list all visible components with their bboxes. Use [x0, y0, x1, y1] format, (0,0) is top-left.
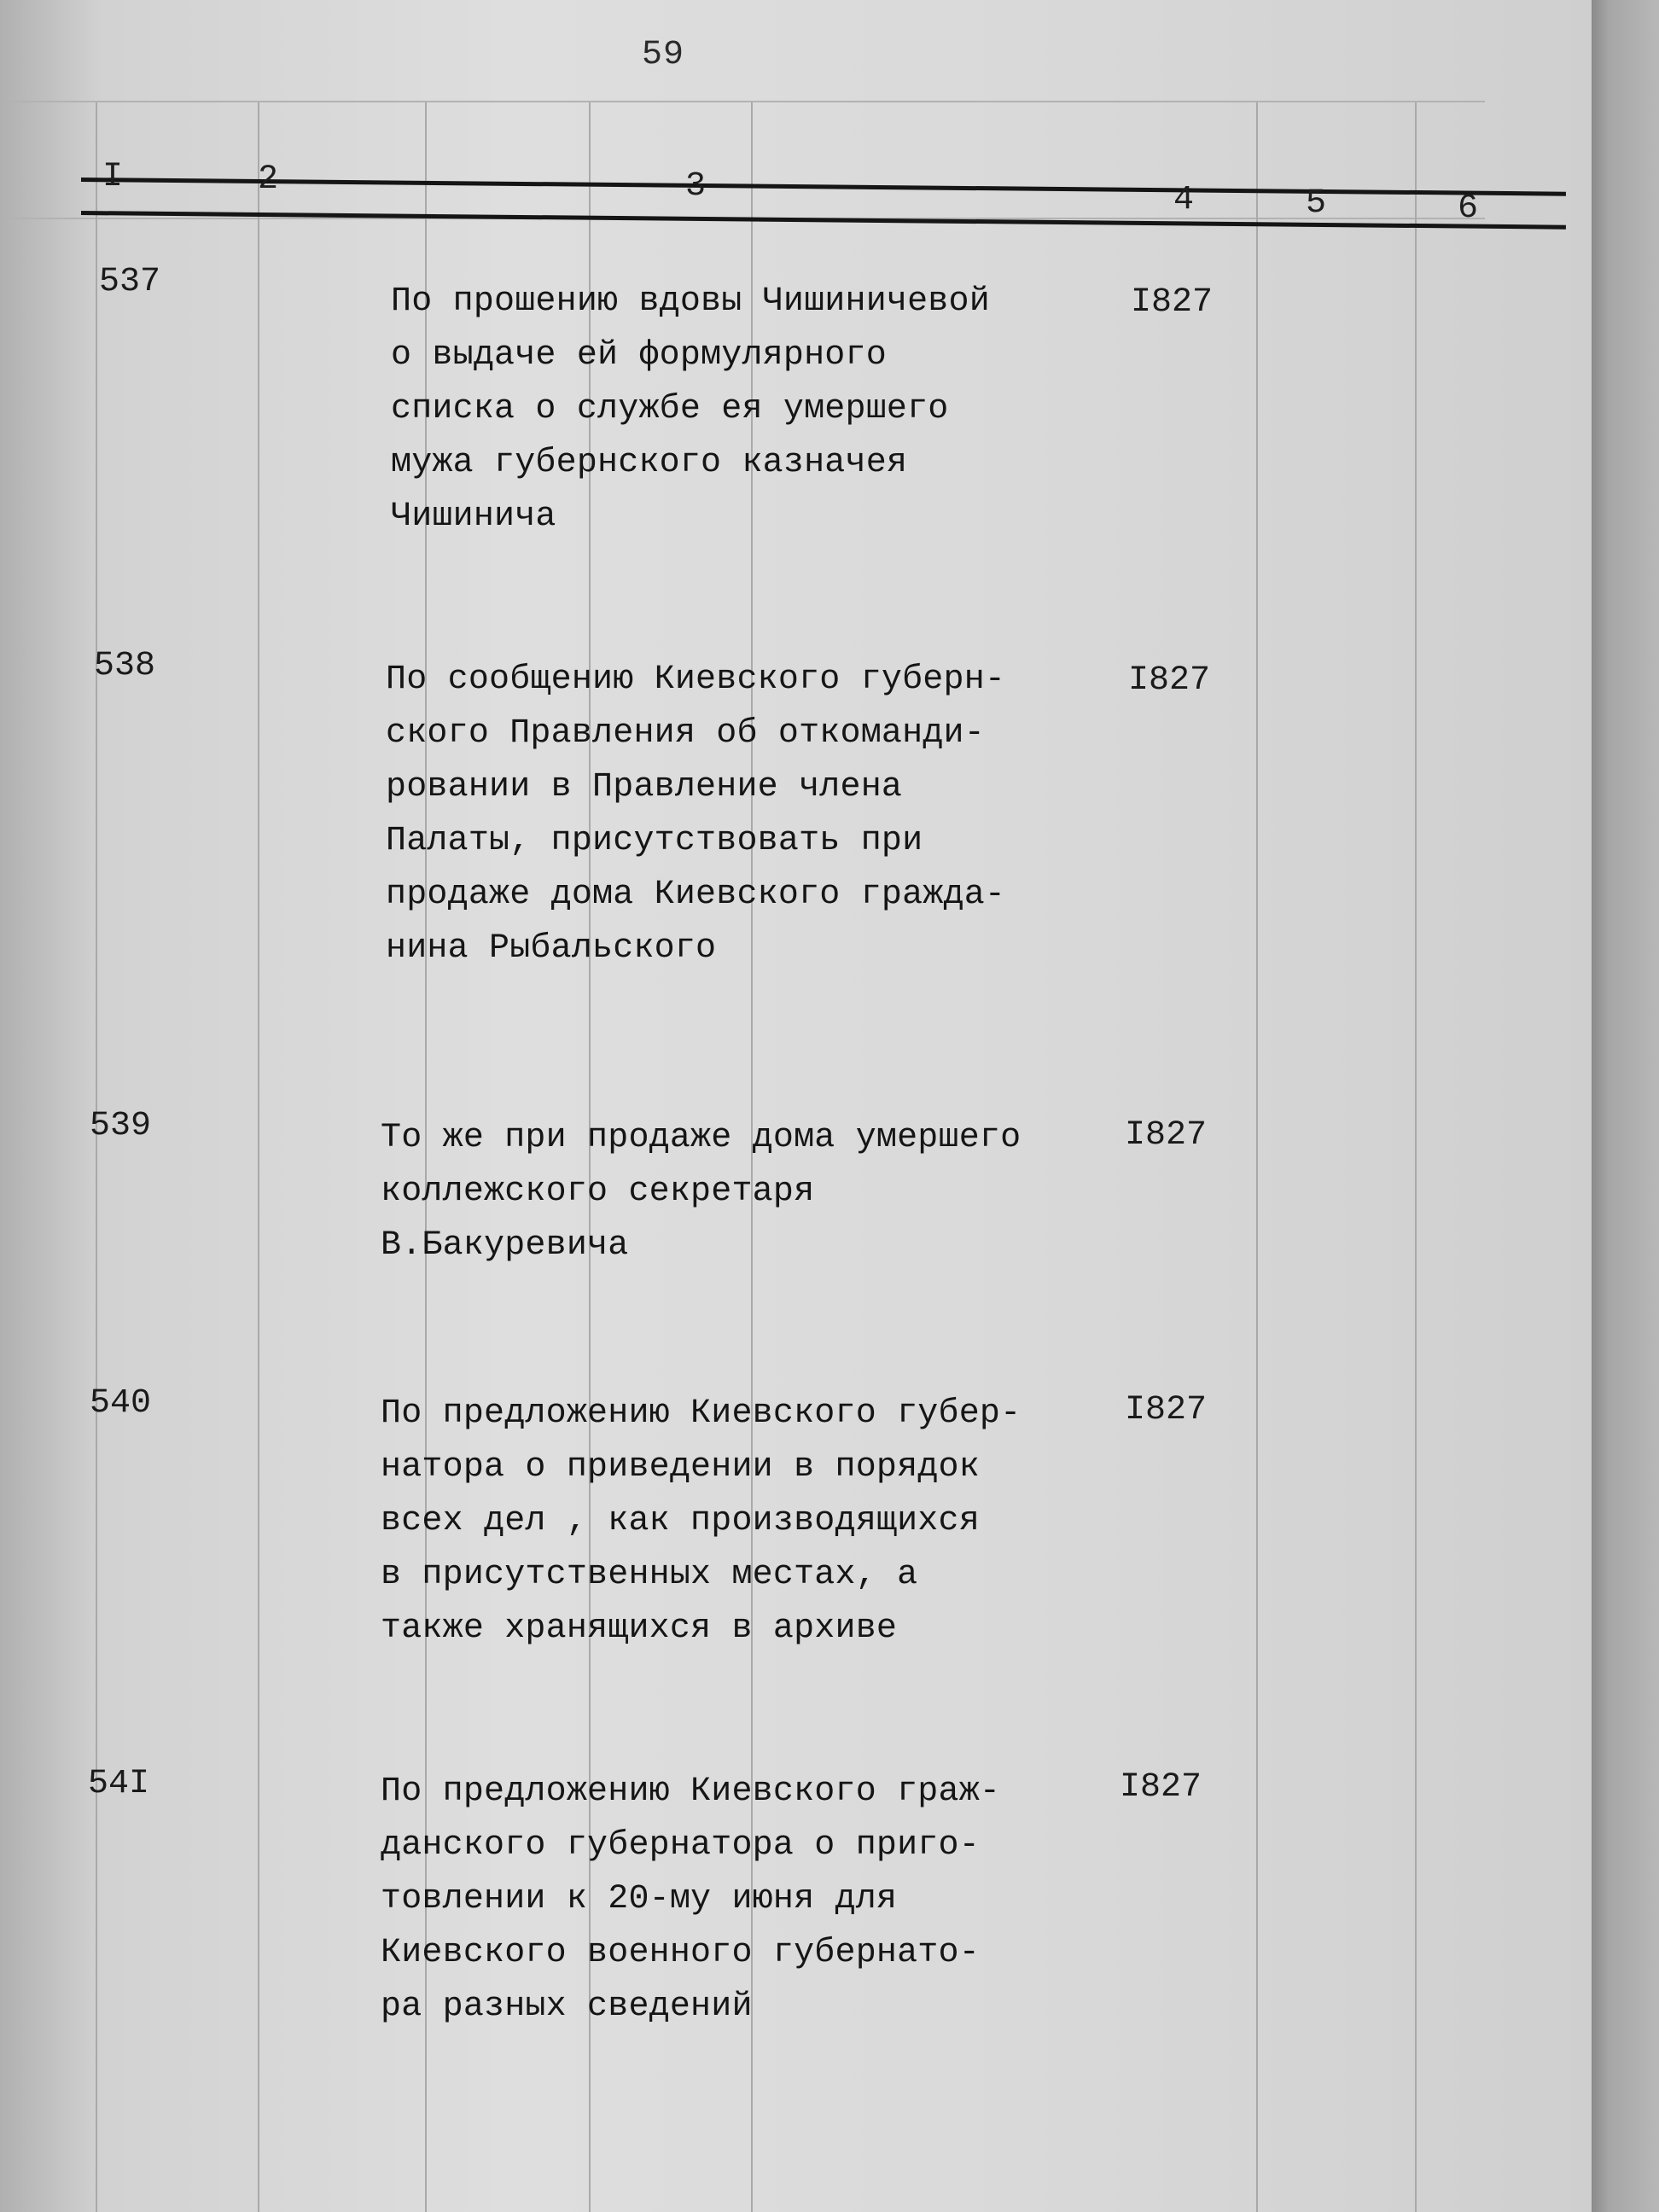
entry-year: I827 [1125, 1116, 1208, 1155]
entry-year: I827 [1128, 661, 1211, 700]
entry-number: 540 [90, 1384, 152, 1423]
column-number-1: I [102, 158, 124, 196]
entry-number: 538 [94, 647, 156, 685]
entry-description: По предложению Киевского граж- данского губернатора о приго- товлении к 20-му июня для Киевского военного губернато- ра разных сведений [381, 1773, 1001, 2026]
column-number-3: 3 [685, 167, 707, 206]
faint-header-line [0, 101, 1485, 102]
entry-number: 54I [88, 1765, 150, 1803]
entry-year: I827 [1131, 283, 1214, 322]
column-divider [96, 102, 97, 2212]
entry-description: По предложению Киевского губер- натора о приведении в порядок всех дел , как производящихся в присутственных местах, а также хранящихся в архиве [381, 1394, 1022, 1648]
column-divider [1256, 102, 1258, 2212]
table-header-top-rule [81, 178, 1566, 196]
column-number-2: 2 [258, 160, 279, 199]
page-number: 59 [642, 36, 685, 74]
entry-year: I827 [1125, 1391, 1208, 1429]
entry-description: То же при продаже дома умершего коллежского секретаря В.Бакуревича [381, 1119, 1022, 1265]
column-divider [258, 102, 259, 2212]
entry-description: По прошению вдовы Чишиничевой о выдаче ей формулярного списка о службе ея умершего мужа губернского казначея Чишинича [391, 282, 990, 536]
entry-number: 537 [99, 263, 161, 301]
page-edge-shadow [1592, 0, 1659, 2212]
column-number-6: 6 [1458, 189, 1479, 228]
entry-year: I827 [1120, 1768, 1202, 1807]
column-divider [1415, 102, 1417, 2212]
entry-number: 539 [90, 1107, 152, 1145]
column-number-4: 4 [1173, 181, 1195, 219]
table-header-bottom-rule [81, 211, 1566, 230]
entry-description: По сообщению Киевского губерн- ского Правления об откоманди- ровании в Правление члена Палаты, присутствовать при продаже дома Киевского гражда- нина Рыбальского [386, 661, 1006, 968]
column-number-5: 5 [1306, 184, 1327, 223]
